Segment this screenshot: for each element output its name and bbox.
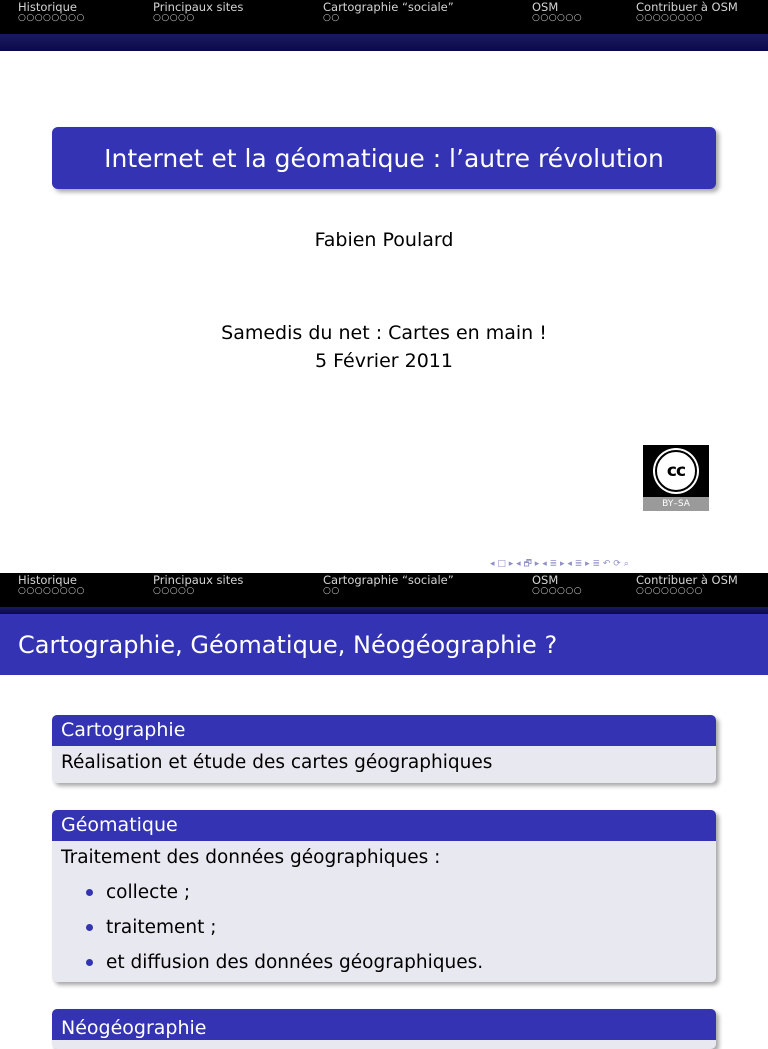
nav-section-dots[interactable]: ○○○○○○	[532, 586, 583, 596]
nav-section-dots[interactable]: ○○○○○○○○	[18, 13, 85, 23]
nav-section-dots[interactable]: ○○○○○○○○	[18, 586, 85, 596]
nav-section-historique[interactable]	[18, 1, 85, 24]
block-title: Cartographie	[52, 715, 716, 746]
license-type-label: BY–SA	[643, 497, 709, 511]
block-title: Géomatique	[52, 810, 716, 841]
beamer-navigation-symbols[interactable]: ◂ □ ▸ ◂ 🗗 ▸ ◂ ≣ ▸ ◂ ≣ ▸ ≣ ↶ ⟳ ⌕	[490, 559, 629, 569]
author-name: Fabien Poulard	[314, 229, 454, 251]
nav-section-cartographie-sociale[interactable]	[323, 1, 454, 24]
block-text: Traitement des données géographiques :	[61, 847, 441, 868]
list-item-text: et diffusion des données géographiques.	[106, 952, 484, 973]
nav-section-label: Cartographie “sociale”	[323, 573, 454, 587]
title-box	[52, 127, 716, 189]
list-item-text: traitement ;	[106, 917, 217, 938]
nav-section-label: Contribuer à OSM	[636, 0, 738, 14]
nav-section-contribuer-osm[interactable]	[636, 574, 738, 597]
header-band	[0, 34, 768, 51]
nav-section-label: Cartographie “sociale”	[323, 0, 454, 14]
block-title: Néogéographie	[52, 1009, 716, 1040]
cc-icon-text: cc	[666, 461, 686, 481]
nav-section-label: Historique	[18, 0, 77, 14]
creative-commons-license-logo	[643, 445, 709, 511]
list-item	[61, 910, 716, 945]
definition-block-neogeographie	[52, 1009, 716, 1049]
nav-section-label: Contribuer à OSM	[636, 573, 738, 587]
bullet-list	[61, 875, 716, 980]
list-item	[61, 945, 716, 980]
header-band	[0, 607, 768, 614]
nav-section-principaux-sites[interactable]	[153, 574, 243, 597]
nav-section-dots[interactable]: ○○○○○○	[532, 13, 583, 23]
event-date: 5 Février 2011	[315, 350, 453, 372]
section-navigation-bar	[0, 573, 768, 607]
nav-section-osm[interactable]	[532, 1, 582, 24]
nav-section-label: Principaux sites	[153, 573, 244, 587]
nav-section-label: Principaux sites	[153, 0, 244, 14]
list-item-text: collecte ;	[106, 882, 191, 903]
nav-section-dots[interactable]: ○○	[323, 586, 340, 596]
nav-section-dots[interactable]: ○○○○○○○○	[636, 586, 703, 596]
bullet-icon	[86, 924, 93, 931]
cc-icon	[655, 450, 697, 492]
nav-section-cartographie-sociale[interactable]	[323, 574, 454, 597]
nav-section-label: OSM	[532, 573, 559, 587]
frame-title: Cartographie, Géomatique, Néogéographie ?	[18, 631, 558, 659]
slide-definitions	[0, 573, 768, 1039]
bullet-icon	[86, 889, 93, 896]
presentation-title: Internet et la géomatique : l’autre révolution	[104, 143, 664, 173]
nav-section-label: Historique	[18, 573, 77, 587]
event-name: Samedis du net : Cartes en main !	[221, 322, 547, 344]
definition-block-geomatique	[52, 810, 716, 982]
block-text: Réalisation et étude des cartes géographiques	[61, 752, 493, 773]
nav-section-osm[interactable]	[532, 574, 582, 597]
definition-block-cartographie	[52, 715, 716, 783]
nav-section-dots[interactable]: ○○○○○	[153, 13, 195, 23]
nav-section-dots[interactable]: ○○○○○○○○	[636, 13, 703, 23]
section-navigation-bar	[0, 0, 768, 34]
nav-section-historique[interactable]	[18, 574, 85, 597]
nav-section-dots[interactable]: ○○	[323, 13, 340, 23]
nav-section-principaux-sites[interactable]	[153, 1, 243, 24]
list-item	[61, 875, 716, 910]
nav-section-contribuer-osm[interactable]	[636, 1, 738, 24]
bullet-icon	[86, 959, 93, 966]
block-body	[52, 746, 716, 780]
frame-title-bar	[0, 614, 768, 675]
nav-section-label: OSM	[532, 0, 559, 14]
nav-section-dots[interactable]: ○○○○○	[153, 586, 195, 596]
block-body	[52, 841, 716, 980]
event-info	[0, 319, 768, 375]
